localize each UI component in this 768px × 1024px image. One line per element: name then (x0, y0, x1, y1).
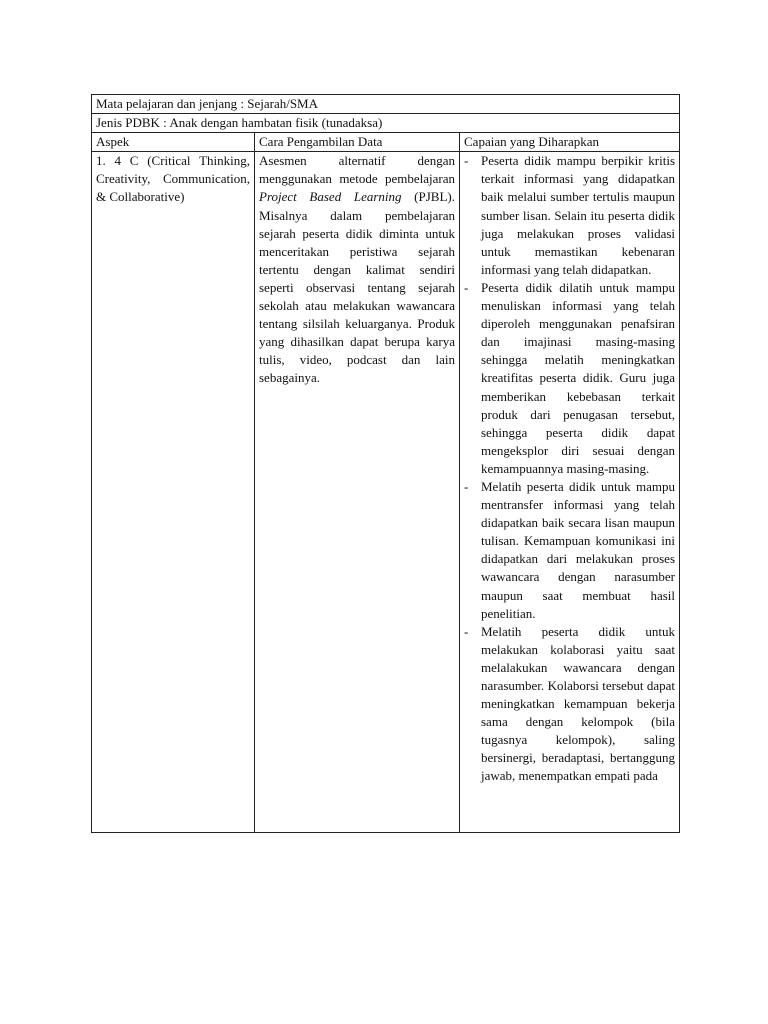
capaian-item (464, 279, 675, 478)
pdbk-row (92, 114, 680, 133)
capaian-item (464, 623, 675, 786)
subject-cell: Mata pelajaran dan jenjang : Sejarah/SMA (92, 95, 680, 114)
bullet-dash: - (464, 623, 469, 639)
capaian-item-text: Melatih peserta didik untuk melakukan kolaborasi yaitu saat melalakukan wawancara dengan narasumber. Kolaborsi tersebut dapat meningkatkan kemampuan bekerja sama dengan kelompok (bila tugasnya kelompok), saling bersinergi, beradaptasi, bertanggung jawab, menempatkan empati pada (481, 623, 676, 784)
capaian-cell-content (464, 152, 675, 832)
subject-row (92, 95, 680, 114)
cara-text-part1: Asesmen alternatif dengan menggunakan metode pembelajaran (259, 153, 455, 187)
cara-text-italic: Project Based Learning (259, 189, 402, 205)
bullet-dash: - (464, 153, 469, 169)
cara-cell (255, 152, 460, 833)
column-header-cara: Cara Pengambilan Data (255, 133, 460, 152)
content-row (92, 152, 680, 833)
capaian-cell (460, 152, 680, 833)
bullet-dash: - (464, 478, 469, 494)
capaian-item-text: Peserta didik mampu berpikir kritis terkait informasi yang didapatkan baik melalui sumber tertulis maupun sumber lisan. Selain itu peserta didik juga melakukan proses validasi untuk memastikan kebenaran informasi yang telah didapatkan. (481, 153, 676, 277)
column-header-capaian: Capaian yang Diharapkan (460, 133, 680, 152)
cara-text-part2: (PJBL). Misalnya dalam pembelajaran sejarah peserta didik diminta untuk menceritakan peristiwa sejarah tertentu dengan kalimat sendiri seperti observasi tentang sejarah sekolah atau melakukan wawancara tentang silsilah keluarganya. Produk yang dihasilkan dapat berupa karya tulis, video, podcast dan lain sebagainya. (259, 189, 455, 386)
capaian-list (464, 152, 675, 785)
assessment-table (91, 94, 680, 833)
pdbk-cell: Jenis PDBK : Anak dengan hambatan fisik (tunadaksa) (92, 114, 680, 133)
column-header-aspek: Aspek (92, 133, 255, 152)
capaian-item (464, 152, 675, 279)
capaian-item (464, 478, 675, 623)
bullet-dash: - (464, 279, 469, 295)
aspek-cell: 1. 4 C (Critical Thinking, Creativity, Communication, & Collaborative) (92, 152, 255, 833)
capaian-item-text: Melatih peserta didik untuk mampu mentransfer informasi yang telah didapatkan baik secara lisan maupun tulisan. Kemampuan komunikasi ini didapatkan dari melakukan proses wawancara dengan narasumber maupun saat membuat hasil penelitian. (481, 478, 676, 621)
column-header-row (92, 133, 680, 152)
capaian-item-text: Peserta didik dilatih untuk mampu menuliskan informasi yang telah diperoleh menggunakan penafsiran dan imajinasi masing-masing sehingga melatih meningkatkan kreatifitas peserta didik. Guru juga memberikan kebebasan terkait produk dari penugasan tersebut, sehingga peserta didik dapat mengeksplor diri sesuai dengan kemampuannya masing-masing. (481, 279, 676, 476)
